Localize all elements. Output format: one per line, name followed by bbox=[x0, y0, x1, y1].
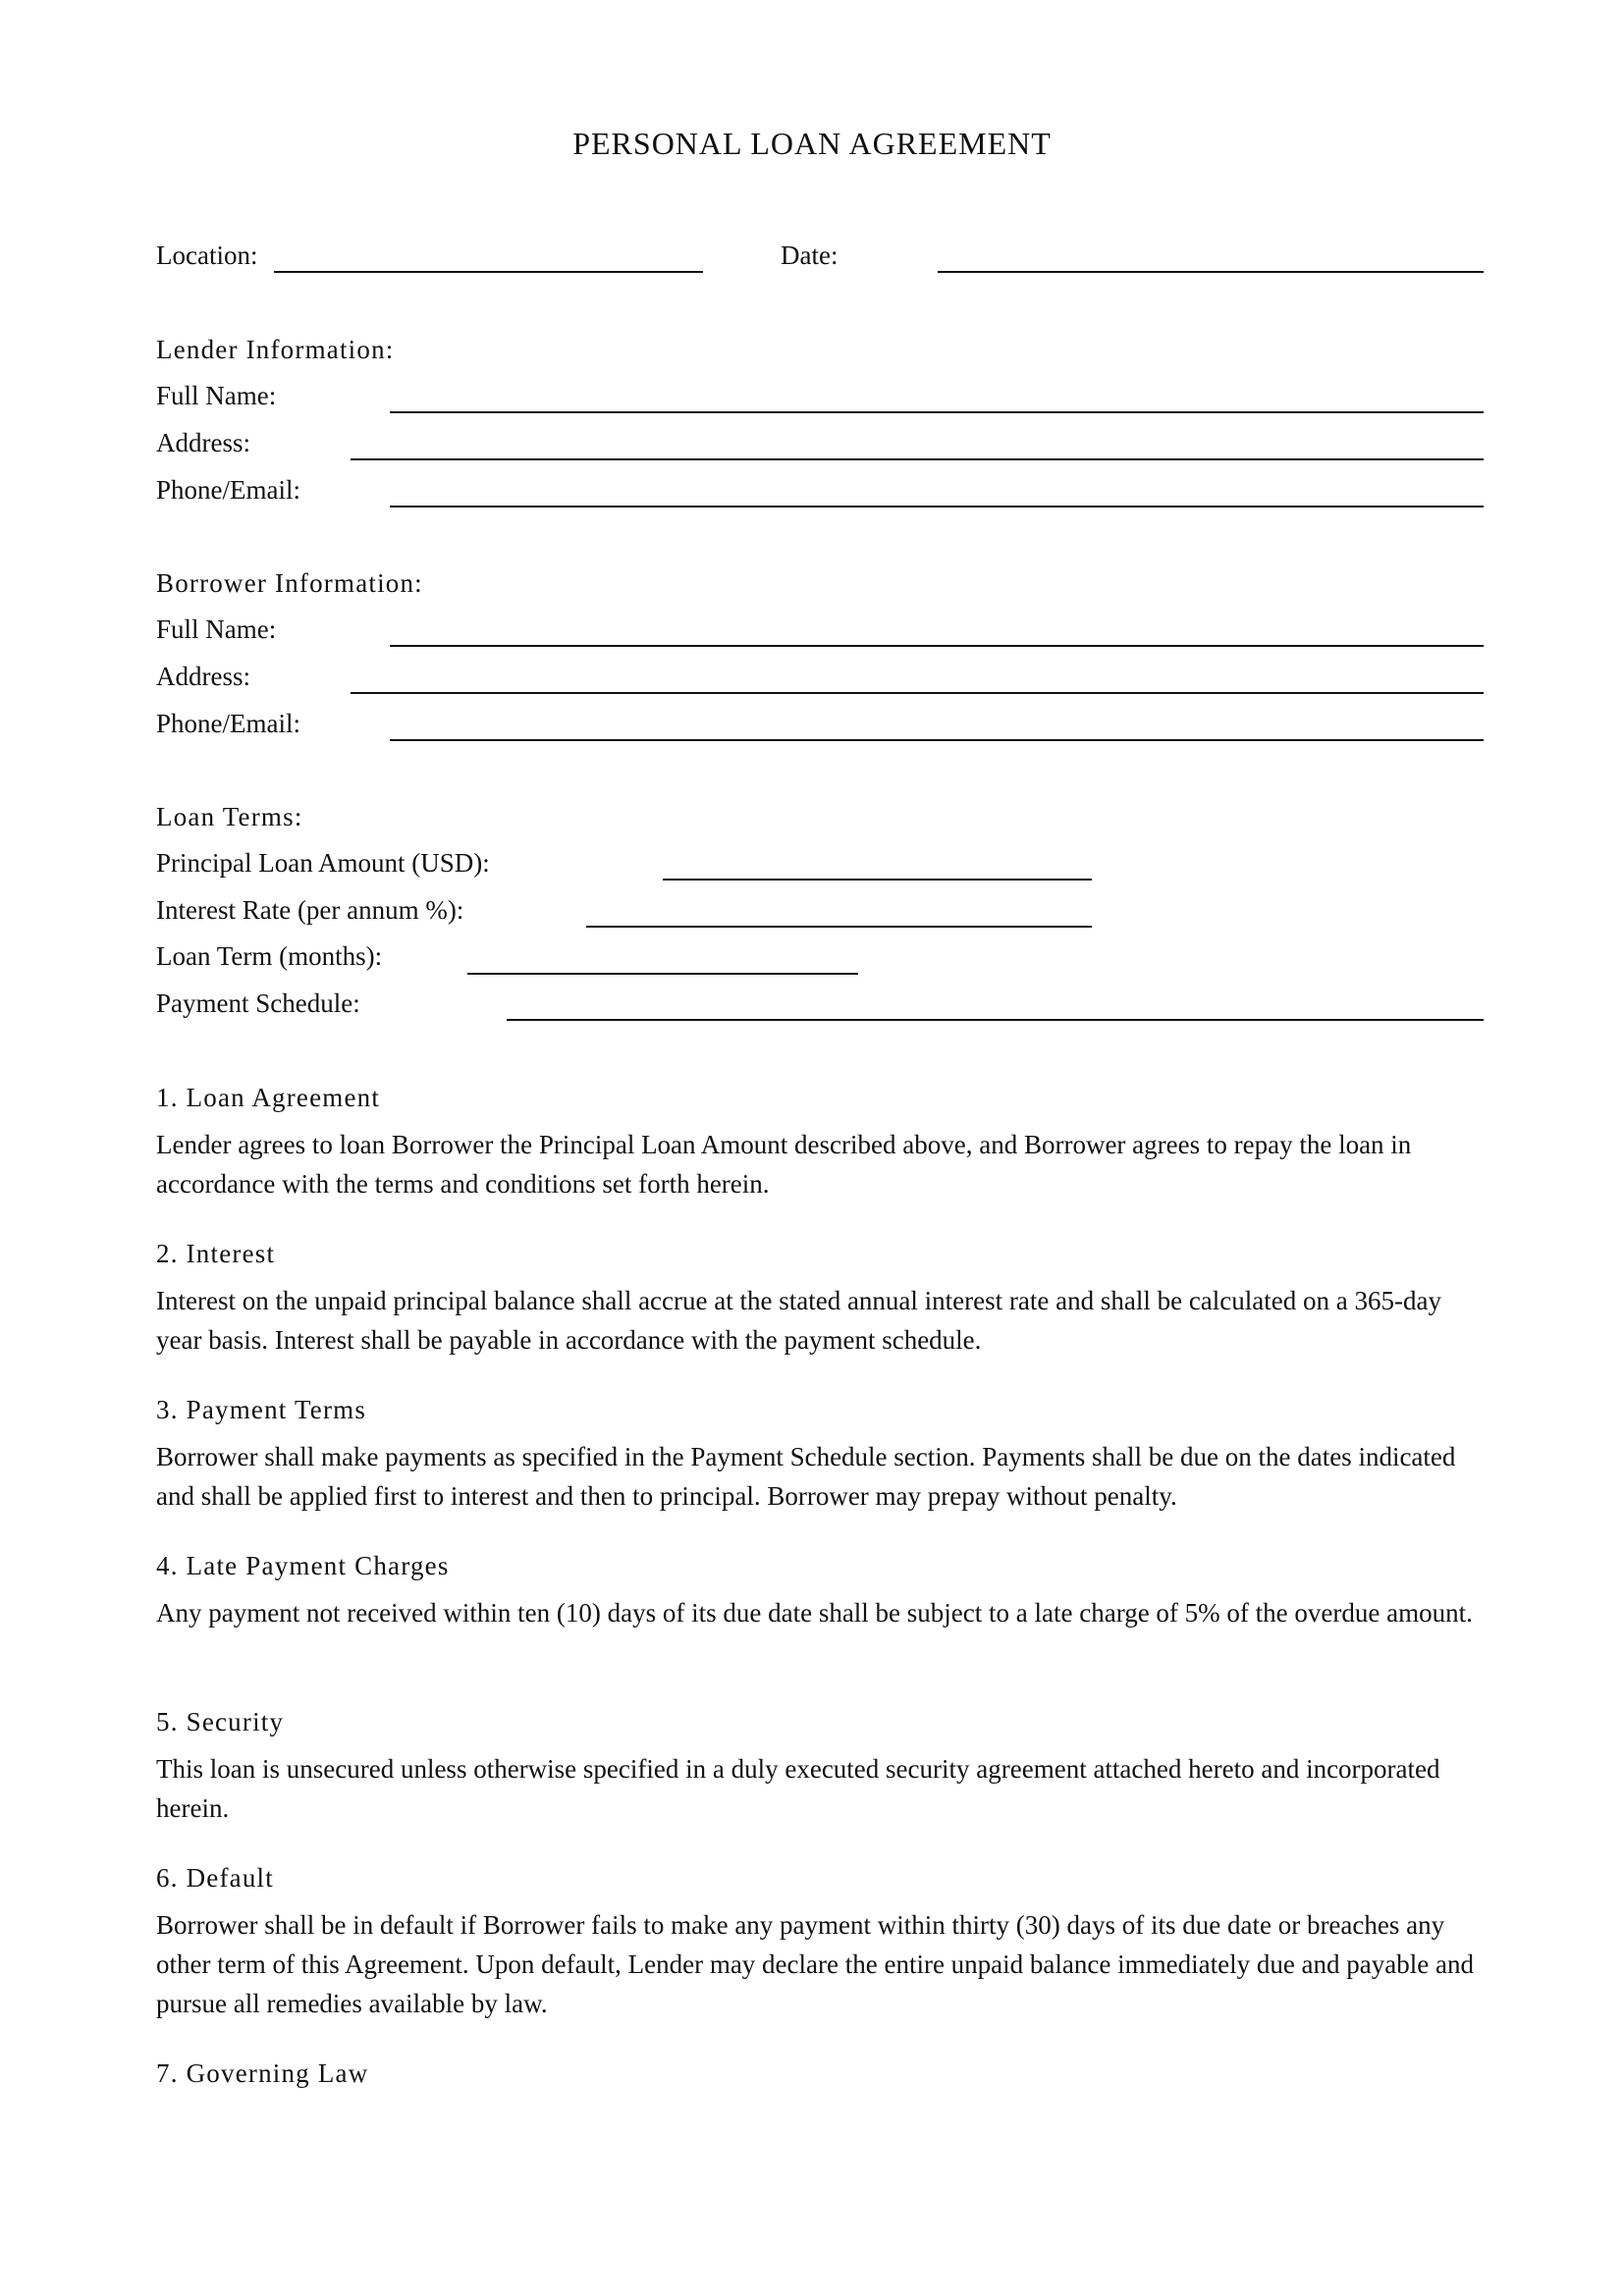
borrower-address-label: Address: bbox=[156, 662, 250, 691]
clause-4-text: Any payment not received within ten (10) days of its due date shall be subject to a late charge of 5% of the overdue amount. bbox=[156, 1598, 1473, 1628]
clause-4-heading: 4. Late Payment Charges bbox=[156, 1551, 450, 1580]
clause-6-text: Borrower shall be in default if Borrower fails to make any payment within thirty (30) days of its due date or breaches any other term of this Agreement. Upon default, Lender may declare the entire unpaid balance immediately due and payable and pursue all remedies available by law. bbox=[156, 1910, 1474, 2018]
borrower-contact-field[interactable] bbox=[390, 739, 1484, 741]
clause-6-heading: 6. Default bbox=[156, 1863, 274, 1893]
loan-term-field[interactable] bbox=[467, 973, 858, 975]
clause-3-text: Borrower shall make payments as specified in the Payment Schedule section. Payments shall be due on the dates indicated and shall be applied first to interest and then to principal. Borrower may prepay without penalty. bbox=[156, 1442, 1456, 1511]
clause-1-heading: 1. Loan Agreement bbox=[156, 1083, 381, 1112]
borrower-contact-label: Phone/Email: bbox=[156, 709, 300, 738]
payment-schedule-field[interactable] bbox=[507, 1019, 1484, 1021]
date-label: Date: bbox=[781, 240, 839, 270]
lender-heading: Lender Information: bbox=[156, 335, 395, 364]
lender-address-label: Address: bbox=[156, 428, 250, 457]
clause-3-heading: 3. Payment Terms bbox=[156, 1395, 367, 1424]
clause-2-text: Interest on the unpaid principal balance shall accrue at the stated annual interest rate and shall be calculated on a 365-day year basis. Interest shall be payable in accordance with the payment schedule. bbox=[156, 1286, 1441, 1355]
loan-terms-heading: Loan Terms: bbox=[156, 802, 303, 831]
document-title: PERSONAL LOAN AGREEMENT bbox=[572, 126, 1052, 161]
lender-full-name-field[interactable] bbox=[390, 411, 1484, 413]
date-field[interactable] bbox=[938, 271, 1484, 273]
borrower-full-name-label: Full Name: bbox=[156, 614, 277, 644]
lender-contact-field[interactable] bbox=[390, 506, 1484, 507]
interest-rate-field[interactable] bbox=[586, 926, 1092, 928]
clause-2-heading: 2. Interest bbox=[156, 1239, 276, 1268]
interest-rate-label: Interest Rate (per annum %): bbox=[156, 895, 464, 925]
payment-schedule-label: Payment Schedule: bbox=[156, 988, 360, 1018]
clause-7-heading: 7. Governing Law bbox=[156, 2058, 369, 2088]
borrower-full-name-field[interactable] bbox=[390, 645, 1484, 647]
lender-contact-label: Phone/Email: bbox=[156, 475, 300, 505]
borrower-address-field[interactable] bbox=[351, 692, 1484, 694]
principal-amount-field[interactable] bbox=[663, 879, 1092, 881]
clause-5-heading: 5. Security bbox=[156, 1707, 285, 1736]
lender-full-name-label: Full Name: bbox=[156, 381, 277, 410]
clause-1-text: Lender agrees to loan Borrower the Principal Loan Amount described above, and Borrower agrees to repay the loan in accordance with the terms and conditions set forth herein. bbox=[156, 1130, 1412, 1199]
location-field[interactable] bbox=[274, 271, 703, 273]
loan-term-label: Loan Term (months): bbox=[156, 941, 383, 971]
borrower-heading: Borrower Information: bbox=[156, 568, 423, 598]
clause-5-text: This loan is unsecured unless otherwise specified in a duly executed security agreement attached hereto and incorporated herein. bbox=[156, 1754, 1440, 1823]
location-label: Location: bbox=[156, 240, 258, 270]
lender-address-field[interactable] bbox=[351, 458, 1484, 460]
principal-amount-label: Principal Loan Amount (USD): bbox=[156, 848, 490, 878]
